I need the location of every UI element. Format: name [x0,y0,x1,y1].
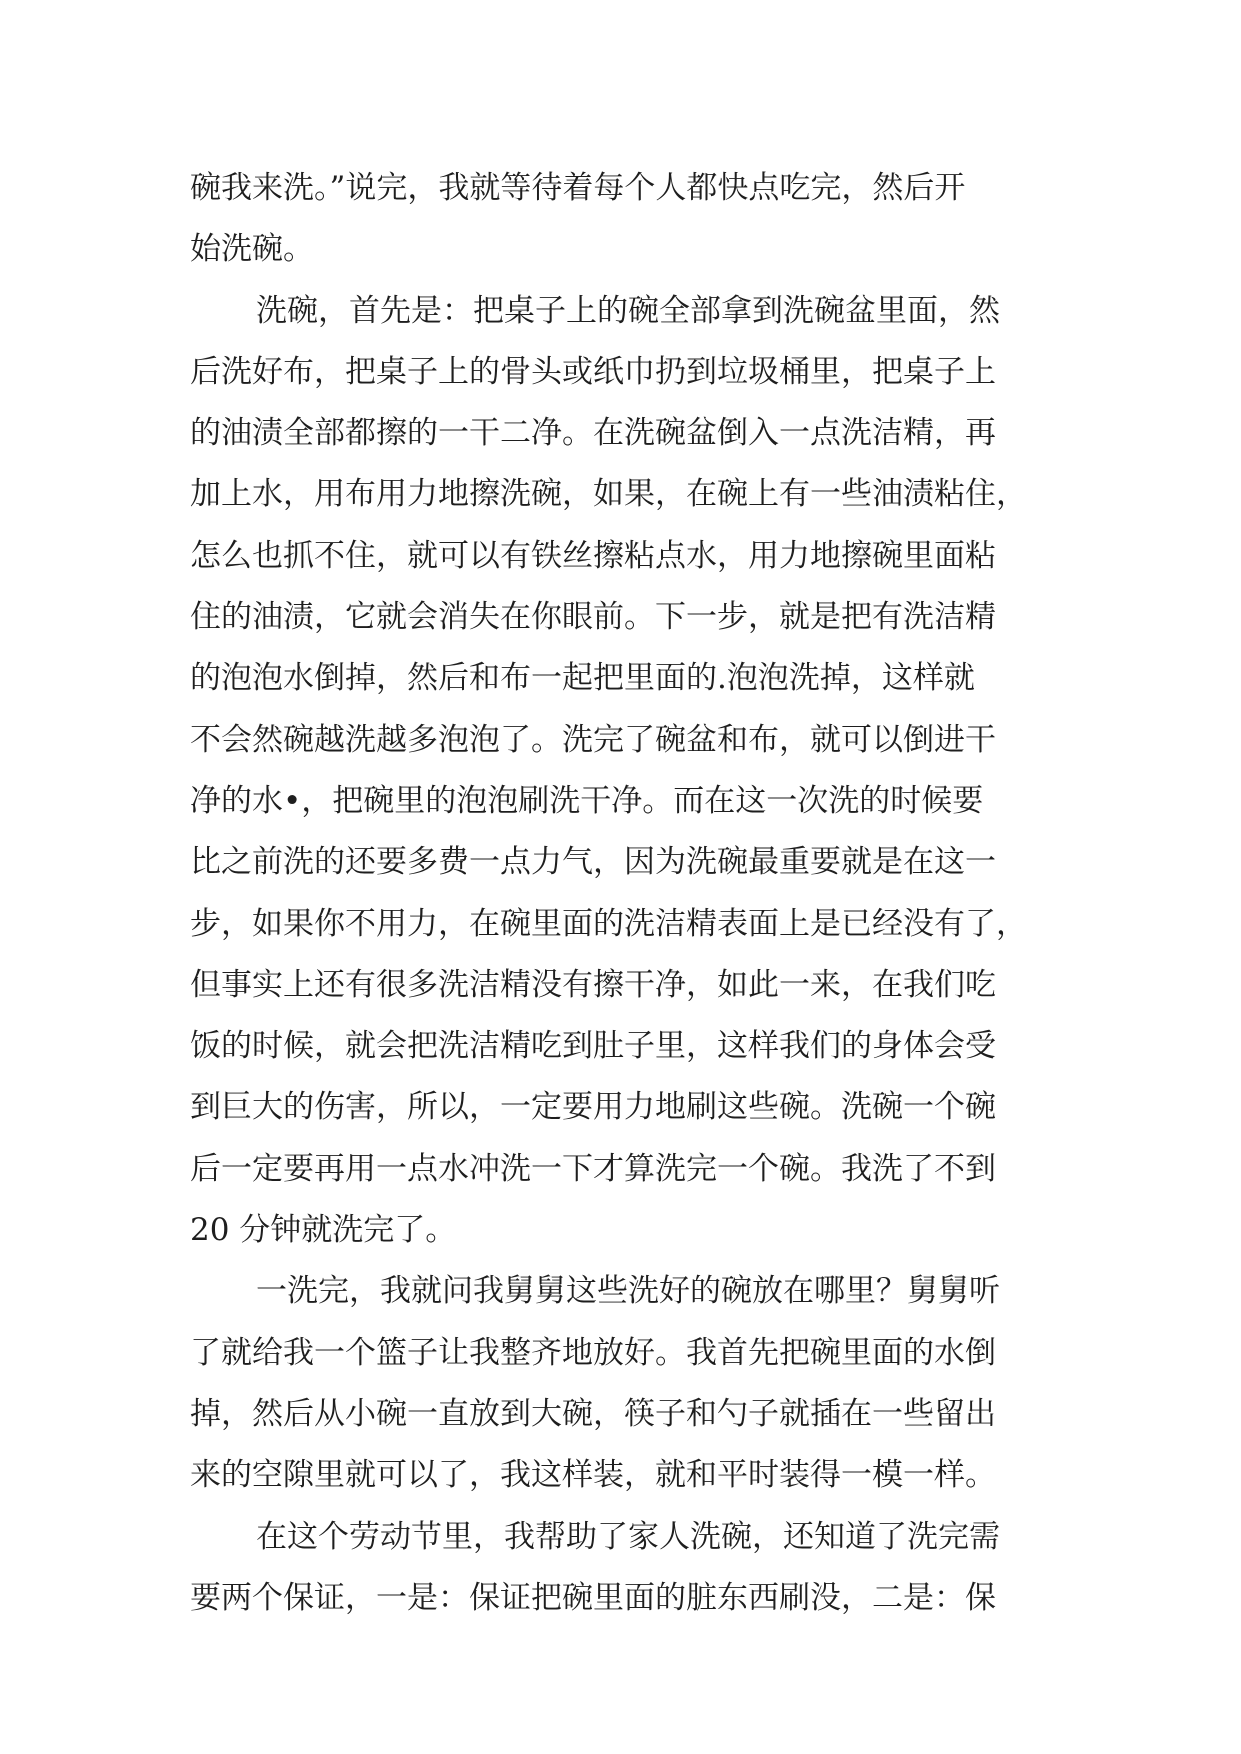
text-line: 饭的时候，就会把洗洁精吃到肚子里，这样我们的身体会受 [190,1028,996,1065]
text-line: 但事实上还有很多洗洁精没有擦干净，如此一来，在我们吃 [190,966,996,1003]
text-line: 掉，然后从小碗一直放到大碗，筷子和勺子就插在一些留出 [190,1395,996,1432]
text-line: 的泡泡水倒掉，然后和布一起把里面的.泡泡洗掉，这样就 [190,660,975,697]
paragraph-start-line: 洗碗，首先是：把桌子上的碗全部拿到洗碗盆里面，然 [256,292,1000,329]
text-line: 要两个保证，一是：保证把碗里面的脏东西刷没，二是：保 [190,1579,996,1616]
text-line: 后一定要再用一点水冲洗一下才算洗完一个碗。我洗了不到 [190,1150,996,1187]
paragraph-start-line: 一洗完，我就问我舅舅这些洗好的碗放在哪里？舅舅听 [256,1273,1000,1310]
text-line: 加上水，用布用力地擦洗碗，如果，在碗上有一些油渍粘住， [190,476,1027,513]
text-line: 的油渍全部都擦的一干二净。在洗碗盆倒入一点洗洁精，再 [190,415,996,452]
text-line: 始洗碗。 [190,231,314,268]
text-line: 碗我来洗。”说完，我就等待着每个人都快点吃完，然后开 [190,170,966,206]
paragraph-start-line: 在这个劳动节里，我帮助了家人洗碗，还知道了洗完需 [256,1518,1000,1555]
text-line: 来的空隙里就可以了，我这样装，就和平时装得一模一样。 [190,1457,996,1494]
text-line: 后洗好布，把桌子上的骨头或纸巾扔到垃圾桶里，把桌子上 [190,353,996,390]
text-line: 住的油渍，它就会消失在你眼前。下一步，就是把有洗洁精 [190,599,996,636]
text-line: 了就给我一个篮子让我整齐地放好。我首先把碗里面的水倒 [190,1334,996,1371]
text-line: 净的水•，把碗里的泡泡刷洗干净。而在这一次洗的时候要 [190,782,984,819]
document-body [190,158,1058,1629]
text-line: 怎么也抓不住，就可以有铁丝擦粘点水，用力地擦碗里面粘 [190,537,996,574]
text-line: 到巨大的伤害，所以，一定要用力地刷这些碗。洗碗一个碗 [190,1089,996,1126]
text-line: 20 分钟就洗完了。 [190,1212,457,1249]
text-line: 不会然碗越洗越多泡泡了。洗完了碗盆和布，就可以倒进干 [190,721,996,758]
text-line: 步，如果你不用力，在碗里面的洗洁精表面上是已经没有了， [190,905,1027,942]
text-line: 比之前洗的还要多费一点力气，因为洗碗最重要就是在这一 [190,844,996,881]
